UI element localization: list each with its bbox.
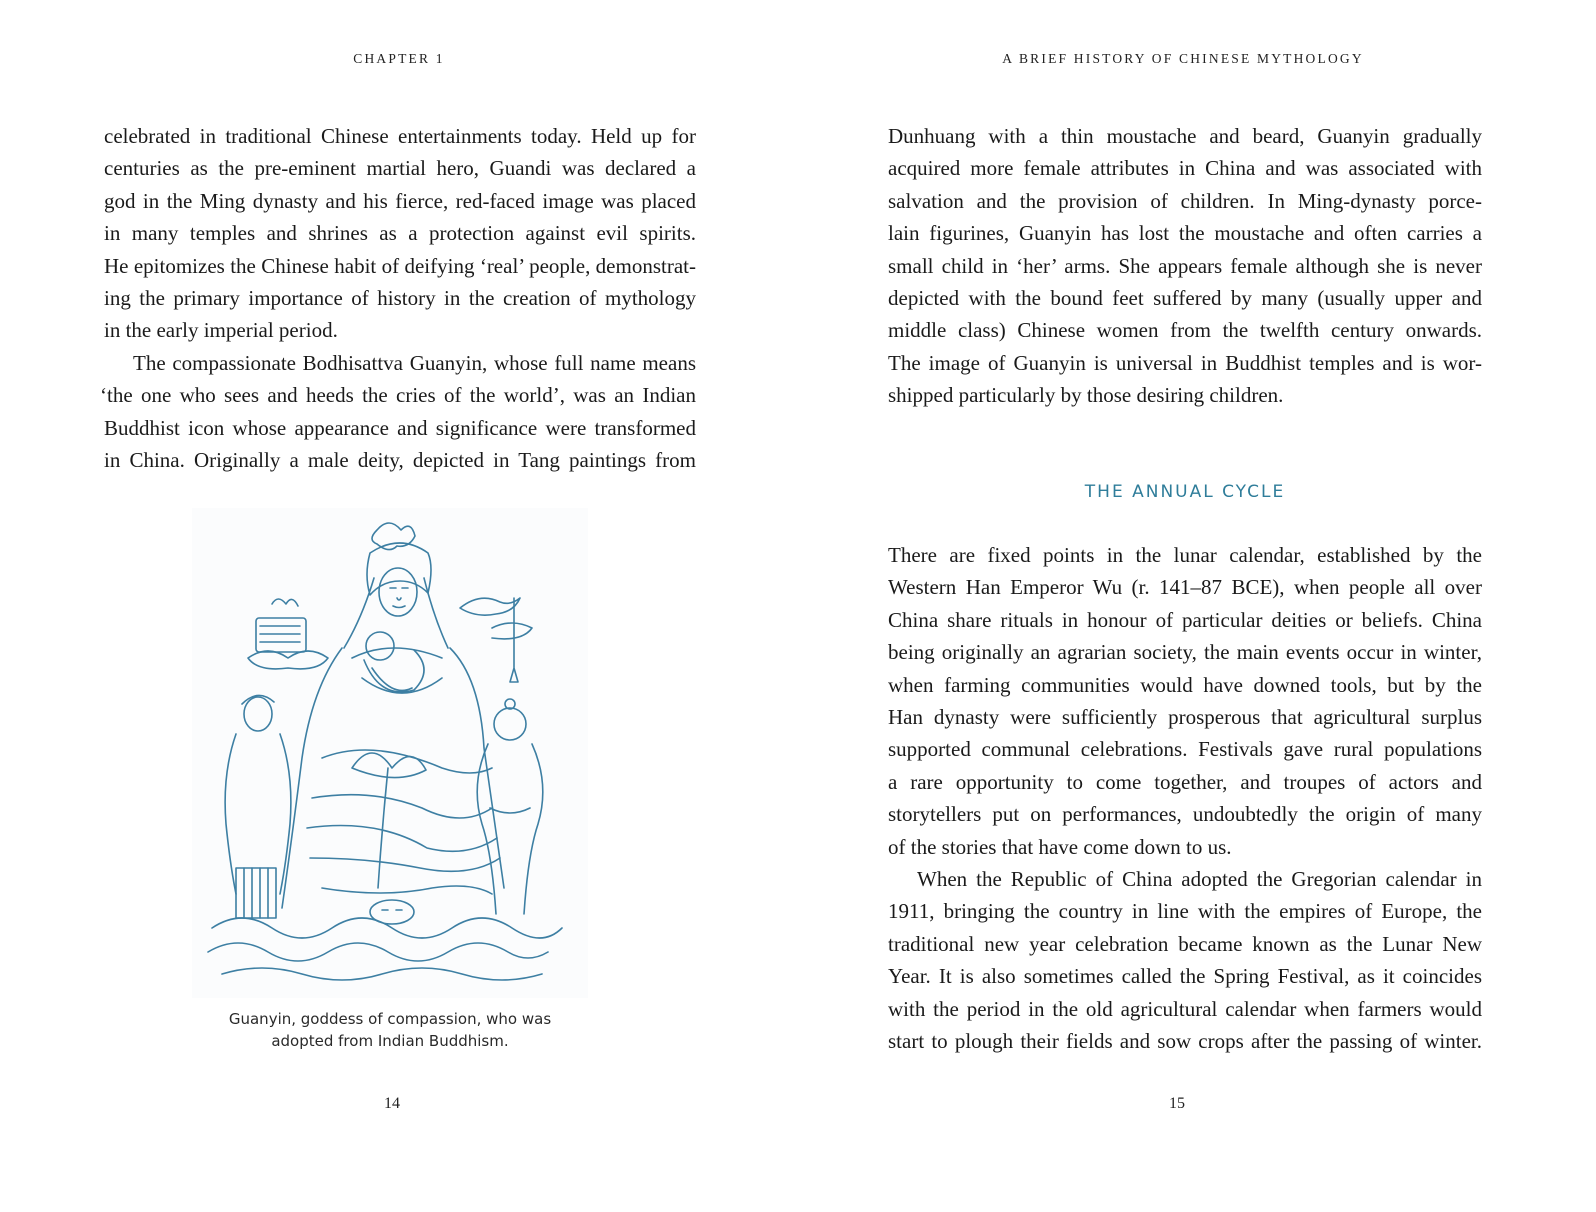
text-line: of the stories that have come down to us. bbox=[888, 834, 1232, 859]
text-line: He epitomizes the Chinese habit of deifying ‘real’ people, demonstrat- bbox=[104, 253, 696, 278]
text-line: in many temples and shrines as a protection against evil spirits. bbox=[104, 221, 696, 246]
text-line: China share rituals in honour of particular deities or beliefs. China bbox=[888, 607, 1482, 632]
text-line: traditional new year celebration became known as the Lunar New bbox=[888, 931, 1482, 956]
text-line: ‘the one who sees and heeds the cries of the world’, was an Indian bbox=[100, 383, 696, 408]
text-line: supported communal celebrations. Festivals gave rural populations bbox=[888, 737, 1482, 762]
text-line: Buddhist icon whose appearance and significance were transformed bbox=[104, 415, 696, 440]
running-head-book-title: A BRIEF HISTORY OF CHINESE MYTHOLOGY bbox=[1002, 51, 1364, 66]
text-line: Han dynasty were sufficiently prosperous that agricultural surplus bbox=[888, 705, 1482, 730]
guanyin-illustration bbox=[192, 508, 588, 998]
text-line: acquired more female attributes in China and was associated with bbox=[888, 156, 1482, 181]
text-line: The compassionate Bodhisattva Guanyin, whose full name means bbox=[133, 350, 696, 375]
text-line: Dunhuang with a thin moustache and beard, Guanyin gradually bbox=[888, 124, 1482, 148]
text-line: lain figurines, Guanyin has lost the moustache and often carries a bbox=[888, 221, 1482, 246]
text-line: depicted with the bound feet suffered by many (usually upper and bbox=[888, 286, 1482, 311]
text-line: celebrated in traditional Chinese entertainments today. Held up for bbox=[104, 124, 696, 148]
figure-caption bbox=[192, 1008, 588, 1052]
text-line: shipped particularly by those desiring children. bbox=[888, 383, 1284, 408]
text-line: The image of Guanyin is universal in Buddhist temples and is wor- bbox=[888, 350, 1482, 375]
text-line: ing the primary importance of history in the creation of mythology bbox=[104, 286, 696, 311]
right-page-top-body bbox=[888, 120, 1482, 412]
text-line: Western Han Emperor Wu (r. 141–87 BCE), when people all over bbox=[888, 575, 1482, 600]
right-page-section-body bbox=[888, 539, 1482, 1058]
text-line: start to plough their fields and sow crops after the passing of winter. bbox=[888, 1029, 1482, 1054]
text-line: centuries as the pre-eminent martial hero, Guandi was declared a bbox=[104, 156, 696, 181]
text-line: in the early imperial period. bbox=[104, 318, 338, 343]
left-page-body bbox=[100, 120, 696, 476]
page-number: 15 bbox=[1169, 1095, 1185, 1112]
right-page bbox=[798, 0, 1596, 1212]
text-line: storytellers put on performances, undoubtedly the origin of many bbox=[888, 802, 1482, 827]
text-line: When the Republic of China adopted the Gregorian calendar in bbox=[917, 867, 1482, 892]
text-line: 1911, bringing the country in line with the empires of Europe, the bbox=[888, 899, 1482, 924]
text-line: a rare opportunity to come together, and troupes of actors and bbox=[888, 769, 1482, 794]
section-heading: THE ANNUAL CYCLE bbox=[1084, 482, 1286, 502]
caption-line: Guanyin, goddess of compassion, who was bbox=[228, 1010, 552, 1028]
caption-line: adopted from Indian Buddhism. bbox=[271, 1032, 509, 1050]
text-line: being originally an agrarian society, the main events occur in winter, bbox=[888, 640, 1482, 665]
page-number: 14 bbox=[384, 1095, 400, 1112]
guanyin-woodcut-image bbox=[192, 508, 588, 998]
text-line: in China. Originally a male deity, depicted in Tang paintings from bbox=[104, 448, 696, 473]
text-line: There are fixed points in the lunar calendar, established by the bbox=[888, 543, 1482, 567]
text-line: small child in ‘her’ arms. She appears female although she is never bbox=[888, 253, 1482, 278]
running-head-chapter: CHAPTER 1 bbox=[353, 51, 445, 66]
text-line: with the period in the old agricultural calendar when farmers would bbox=[888, 996, 1482, 1021]
text-line: middle class) Chinese women from the twelfth century onwards. bbox=[888, 318, 1482, 343]
text-line: when farming communities would have downed tools, but by the bbox=[888, 672, 1482, 697]
text-line: god in the Ming dynasty and his fierce, red-faced image was placed bbox=[104, 188, 696, 213]
text-line: Year. It is also sometimes called the Spring Festival, as it coincides bbox=[888, 964, 1482, 989]
text-line: salvation and the provision of children. In Ming-dynasty porce- bbox=[888, 188, 1482, 213]
